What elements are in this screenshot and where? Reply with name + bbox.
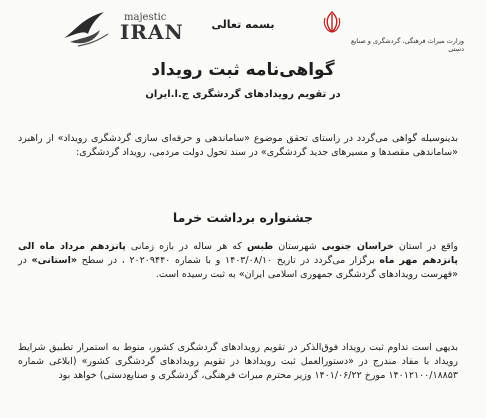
event-details-paragraph	[18, 240, 458, 282]
event-dates: پانزدهم مرداد ماه الی پانزدهم مهر ماه	[18, 241, 458, 266]
intro-paragraph: بدینوسیله گواهی می‌گردد در راستای تحقق موضوع «ساماندهی و حرفه‌ای سازی گردشگری رویداد» از راهبرد «ساماندهی مقصدها و مسیرهای جدید گردشگری» در سند تحول دولت مردمی، رویداد گردشگری:	[18, 133, 458, 158]
details-text-a: واقع در استان	[393, 241, 458, 252]
majestic-iran-logo	[60, 6, 190, 56]
ministry-name: وزارت میراث فرهنگی، گردشگری و صنایع دستی	[351, 37, 464, 53]
event-title: جشنواره برداشت خرما	[172, 210, 314, 225]
city-name: طبس	[246, 241, 274, 252]
brand-top-text: majestic	[124, 12, 167, 23]
details-text-d: برگزار می‌گردد در تاریخ ۱۴۰۳/۰۸/۱۰ و با شماره ۲۰۲۰۹۴۴۰ ، در سطح	[77, 255, 380, 266]
certificate-title: گواهی‌نامه ثبت رویداد	[151, 60, 335, 80]
ministry-emblem	[324, 10, 474, 60]
iran-emblem-icon	[322, 10, 342, 34]
event-level: «استانی»	[31, 255, 77, 266]
details-text-c: که هر ساله در بازه زمانی	[125, 241, 247, 252]
details-text-b: شهرستان	[273, 241, 322, 252]
certificate-subtitle: در تقویم رویدادهای گردشگری ج.ا.ایران	[145, 89, 341, 100]
bismillah-heading: بسمه تعالی	[211, 18, 275, 31]
brand-main-text: IRAN	[120, 20, 184, 44]
province-name: خراسان جنوبی	[321, 241, 394, 252]
conditions-paragraph: بدیهی است تداوم ثبت رویداد فوق‌الذکر در تقویم رویدادهای گردشگری کشور، منوط به استمرار تطبیق شرایط رویداد با مفاد مندرج در «دستورالعمل ثبت رویدادها در تقویم رویدادهای گردشگری کشور» (ابلاغی شماره ۱۴۰۱۲۱۰۰/۱۸۸۵۳ مورخ ۱۴۰۱/۰۶/۲۲ وزیر محترم میراث فرهنگی، گردشگری و صنایع‌دستی) خواهد بود	[18, 342, 458, 381]
details-text-e: در «فهرست رویدادهای گردشگری جمهوری اسلامی ایران» به ثبت رسیده است.	[18, 255, 458, 280]
